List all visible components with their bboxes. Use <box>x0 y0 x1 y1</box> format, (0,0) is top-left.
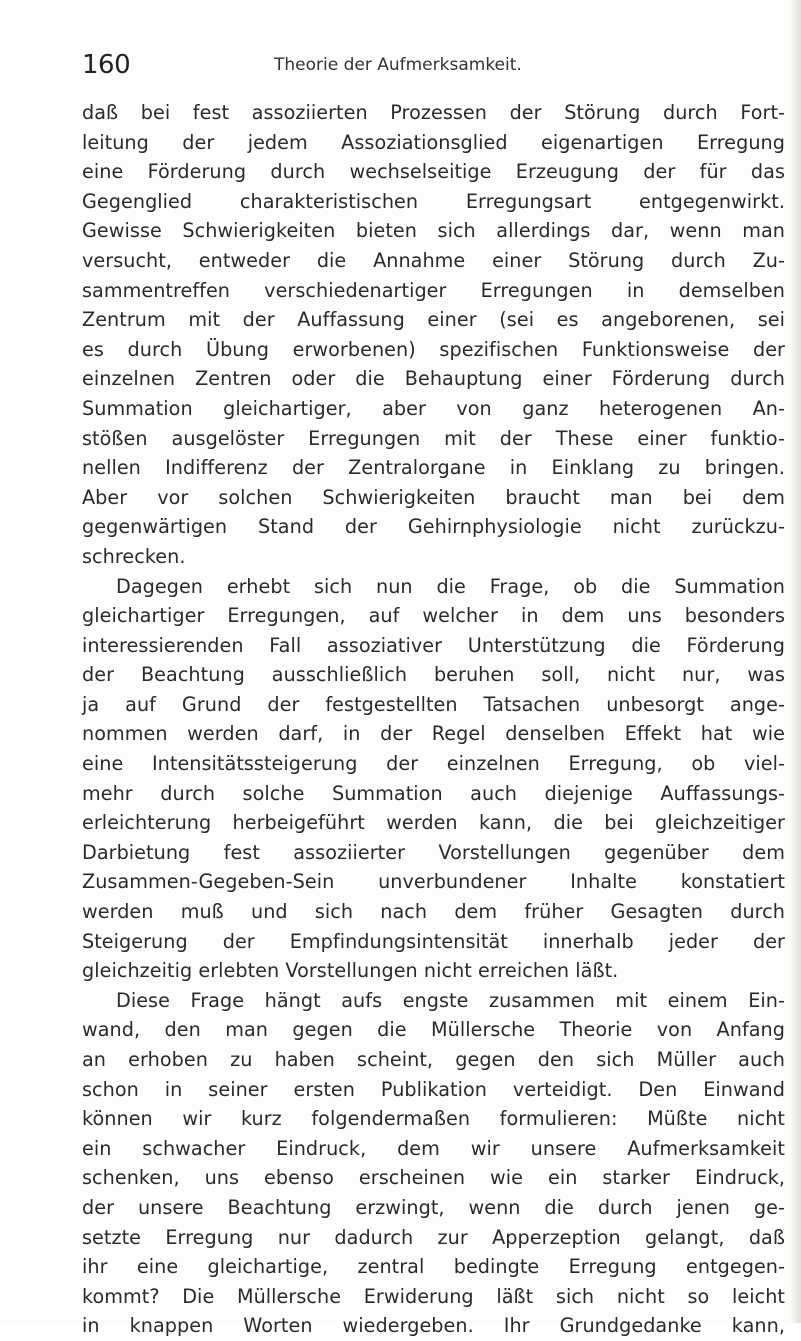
text-line: sammentreffen verschiedenartiger Erregungen in demselben <box>82 278 785 302</box>
text-line: wand, den man gegen die Müllersche Theorie von Anfang <box>82 1018 785 1042</box>
text-line: interessierenden Fall assoziativer Unterstützung die Förderung <box>82 633 785 657</box>
text-line: nellen Indifferenz der Zentralorgane in Einklang zu bringen. <box>82 456 785 480</box>
text-line: nommen werden darf, in der Regel denselben Effekt hat wie <box>82 722 785 746</box>
text-line: eine Förderung durch wechselseitige Erzeugung der für das <box>82 160 785 184</box>
page-header <box>82 50 782 84</box>
page-edge-shadow <box>789 0 801 1323</box>
text-line: stößen ausgelöster Erregungen mit der These einer funktio- <box>82 426 785 450</box>
text-line: ihr eine gleichartige, zentral bedingte Erregung entgegen- <box>82 1255 785 1279</box>
text-line: kommt? Die Müllersche Erwiderung läßt sich nicht so leicht <box>82 1284 785 1308</box>
text-line: Dagegen erhebt sich nun die Frage, ob die Summation <box>116 574 785 598</box>
text-line: Zentrum mit der Auffassung einer (sei es angeborenen, sei <box>82 308 785 332</box>
text-line: gleichartiger Erregungen, auf welcher in dem uns besonders <box>82 604 785 628</box>
text-line: setzte Erregung nur dadurch zur Apperzeption gelangt, daß <box>82 1225 785 1249</box>
text-line: Darbietung fest assoziierter Vorstellungen gegenüber dem <box>82 840 785 864</box>
text-line: der Beachtung ausschließlich beruhen soll, nicht nur, was <box>82 663 785 687</box>
text-line: es durch Übung erworbenen) spezifischen Funktionsweise der <box>82 337 785 361</box>
body-text <box>82 98 785 1341</box>
text-line: ein schwacher Eindruck, dem wir unsere Aufmerksamkeit <box>82 1136 785 1160</box>
text-line: mehr durch solche Summation auch diejenige Auffassungs- <box>82 781 785 805</box>
page-number: 160 <box>82 50 131 80</box>
text-line: versucht, entweder die Annahme einer Störung durch Zu- <box>82 248 785 272</box>
text-line: schon in seiner ersten Publikation verteidigt. Den Einwand <box>82 1077 785 1101</box>
text-line: ja auf Grund der festgestellten Tatsachen unbesorgt ange- <box>82 692 785 716</box>
running-head: Theorie der Aufmerksamkeit. <box>274 55 522 75</box>
text-line: leitung der jedem Assoziationsglied eigenartigen Erregung <box>82 130 785 154</box>
text-line: gegenwärtigen Stand der Gehirnphysiologie nicht zurückzu- <box>82 515 785 539</box>
text-line: eine Intensitätssteigerung der einzelnen Erregung, ob viel- <box>82 752 785 776</box>
text-line: daß bei fest assoziierten Prozessen der Störung durch Fort- <box>82 101 785 124</box>
text-line: Summation gleichartiger, aber von ganz heterogenen An- <box>82 396 785 420</box>
text-line: Zusammen-Gegeben-Sein unverbundener Inhalte konstatiert <box>82 870 785 894</box>
text-line: können wir kurz folgendermaßen formulieren: Müßte nicht <box>82 1107 785 1131</box>
text-line: einzelnen Zentren oder die Behauptung einer Förderung durch <box>82 367 785 391</box>
text-line: Gewisse Schwierigkeiten bieten sich allerdings dar, wenn man <box>82 219 785 243</box>
text-line: Aber vor solchen Schwierigkeiten braucht man bei dem <box>82 485 785 509</box>
text-line: in knappen Worten wiedergeben. Ihr Grundgedanke kann, <box>82 1314 785 1338</box>
text-line: an erhoben zu haben scheint, gegen den sich Müller auch <box>82 1048 785 1071</box>
text-line: werden muß und sich nach dem früher Gesagten durch <box>82 900 785 924</box>
text-line: Steigerung der Empfindungsintensität innerhalb jeder der <box>82 929 785 953</box>
text-line: der unsere Beachtung erzwingt, wenn die durch jenen ge- <box>82 1195 785 1219</box>
text-line: Diese Frage hängt aufs engste zusammen mit einem Ein- <box>116 988 785 1012</box>
text-line: schrecken. <box>82 544 186 568</box>
text-line: gleichzeitig erlebten Vorstellungen nicht erreichen läßt. <box>82 959 619 983</box>
text-line: schenken, uns ebenso erscheinen wie ein starker Eindruck, <box>82 1166 785 1190</box>
text-line: Gegenglied charakteristischen Erregungsart entgegenwirkt. <box>82 189 785 213</box>
text-line: erleichterung herbeigeführt werden kann, die bei gleichzeitiger <box>82 811 785 835</box>
